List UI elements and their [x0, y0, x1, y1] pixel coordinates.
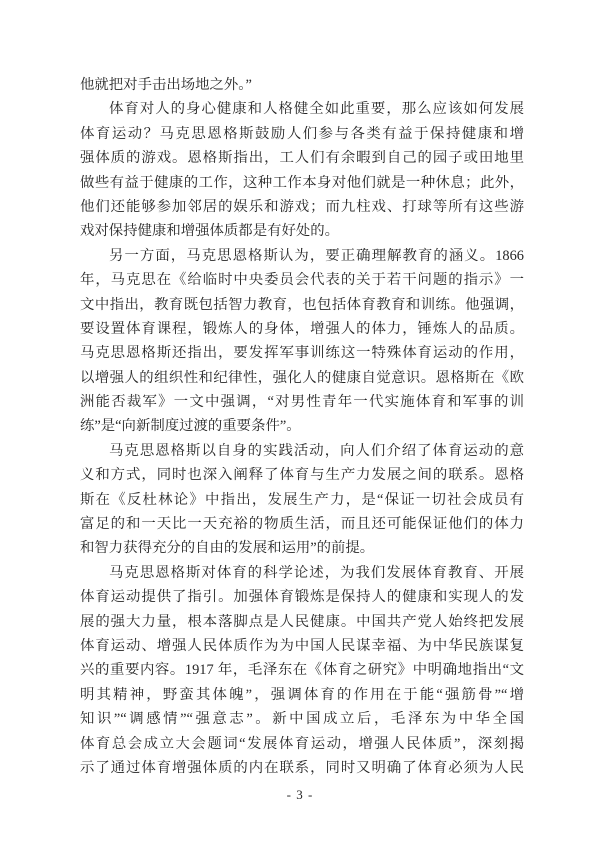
- text-line: 兴的重要内容。1917 年，毛泽东在《体育之研究》中明确地指出“文: [80, 662, 524, 679]
- text-line: 富足的和一天比一天充裕的物质生活，而且还可能保证他们的体力: [80, 516, 524, 533]
- text-line: 马克思恩格斯以自身的实践活动，向人们介绍了体育运动的意: [109, 442, 524, 459]
- text-line: 要设置体育课程，锻炼人的身体，增强人的体力，锤炼人的品质。: [80, 320, 524, 337]
- text-line: 明其精神，野蛮其体魄”，强调体育的作用在于能“强筋骨”“增: [80, 686, 524, 703]
- text-line: 体育运动、增强人民体质作为为中国人民谋幸福、为中华民族谋复: [80, 637, 524, 654]
- text-line: 另一方面，马克思恩格斯认为，要正确理解教育的涵义。1866: [109, 247, 524, 264]
- text-line: 做些有益于健康的工作，这种工作本身对他们就是一种休息；此外，: [80, 174, 524, 191]
- text-line: 体育总会成立大会题词“发展体育运动，增强人民体质”，深刻揭: [80, 735, 524, 752]
- text-line: 知识”“调感情”“强意志”。新中国成立后，毛泽东为中华全国: [80, 711, 524, 728]
- text-line: 以增强人的组织性和纪律性，强化人的健康自觉意识。恩格斯在《欧: [80, 369, 524, 386]
- text-line: 义和方式，同时也深入阐释了体育与生产力发展之间的联系。恩格: [80, 467, 524, 484]
- text-line: 他就把对手击出场地之外。”: [80, 77, 252, 93]
- text-line: 练”是“向新制度过渡的重要条件”。: [80, 418, 301, 435]
- page-number: - 3 -: [286, 787, 314, 802]
- text-line: 体育运动提供了指引。加强体育锻炼是保持人的健康和实现人的发: [80, 589, 524, 606]
- text-line: 他们还能够参加邻居的娱乐和游戏；而九柱戏、打球等所有这些游: [80, 198, 524, 215]
- text-line: 马克思恩格斯还指出，要发挥军事训练这一特殊体育运动的作用，: [80, 345, 524, 362]
- text-line: 文中指出，教育既包括智力教育，也包括体育教育和训练。他强调，: [80, 296, 524, 313]
- text-line: 示了通过体育增强体质的内在联系，同时又明确了体育必须为人民: [80, 759, 524, 776]
- text-line: 体育对人的身心健康和人格健全如此重要，那么应该如何发展: [109, 101, 524, 118]
- text-line: 强体质的游戏。恩格斯指出，工人们有余暇到自己的园子或田地里: [80, 150, 524, 167]
- text-line: 斯在《反杜林论》中指出，发展生产力，是“保证一切社会成员有: [80, 491, 524, 508]
- text-line: 戏对保持健康和增强体质都是有好处的。: [80, 223, 340, 240]
- text-line: 年，马克思在《给临时中央委员会代表的关于若干问题的指示》一: [80, 272, 524, 289]
- text-line: 体育运动？马克思恩格斯鼓励人们参与各类有益于保持健康和增: [80, 125, 524, 142]
- text-line: 展的强大力量，根本落脚点是人民健康。中国共产党人始终把发展: [80, 613, 524, 630]
- text-line: 马克思恩格斯对体育的科学论述，为我们发展体育教育、开展: [109, 564, 524, 581]
- text-line: 洲能否裁军》一文中强调，“对男性青年一代实施体育和军事的训: [80, 394, 524, 411]
- text-line: 和智力获得充分的自由的发展和运用”的前提。: [80, 540, 375, 557]
- document-body: [80, 73, 524, 780]
